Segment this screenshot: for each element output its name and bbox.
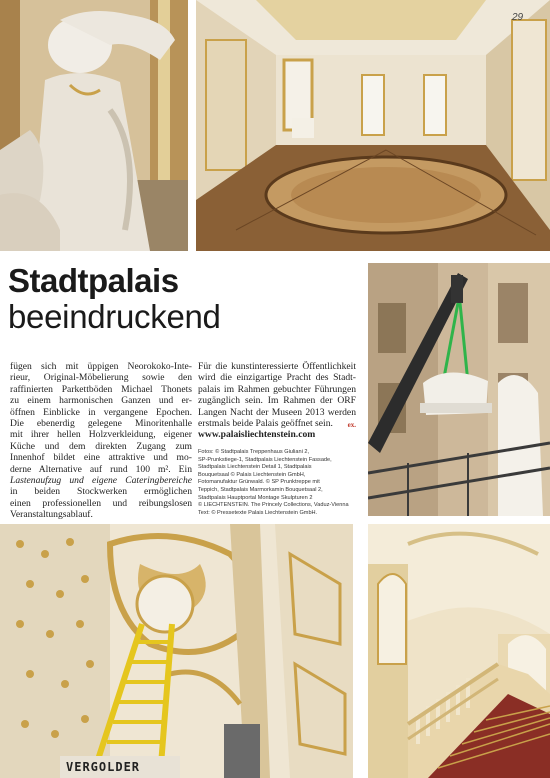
column-1-line: derne Alternative auf rund 100 m². Ein bbox=[10, 463, 192, 475]
credit-line: Fotomanufaktur Grünwald. © SP Prunktreppe mit bbox=[198, 479, 320, 486]
credit-line: Text: © Pressetexte Palais Liechtenstein GmbH. bbox=[198, 509, 318, 516]
column-2-line: Für die kunstinteressierte Öffentlichkeit bbox=[198, 361, 356, 372]
ladder-sign-text: VERGOLDER bbox=[66, 760, 141, 774]
article-column-2 bbox=[198, 361, 356, 441]
credit-line: Stadtpalais Liechtenstein Detail 1, Stadtpalais bbox=[198, 464, 312, 471]
article-column-1 bbox=[10, 361, 192, 521]
photo-credits bbox=[198, 449, 356, 517]
column-1-line: zu einem harmonischen Ganzen und er- bbox=[10, 395, 192, 407]
column-1-line: mit ihrer hellen Holzverkleidung, eigener bbox=[10, 429, 192, 441]
column-1-line: Die ebenerdig gelegene Minoritenhalle bbox=[10, 418, 192, 430]
credit-line: © LIECHTENSTEIN. The Princely Collections, Vaduz-Vienna bbox=[198, 502, 349, 509]
page-number: 29 bbox=[512, 12, 524, 23]
column-1-line: rieur, Original-Möbelierung sowie den bbox=[10, 372, 192, 384]
photo-statue-crane bbox=[368, 263, 550, 516]
credit-line: Fotos: © Stadtpalais Treppenhaus Giuliani 2, bbox=[198, 449, 310, 455]
credit-line: Stadtpalais Hauptportal Montage Skulpturen 2 bbox=[198, 494, 313, 501]
headline-line-1: Stadtpalais bbox=[8, 262, 179, 299]
photo-staircase bbox=[368, 524, 550, 778]
column-1-line: fügen sich mit üppigen Neorokoko-Inte- bbox=[10, 361, 192, 372]
column-1-line: in beiden Stockwerken ermöglichen bbox=[10, 486, 192, 498]
headline-line-2: beeindruckend bbox=[8, 298, 221, 335]
photo-gilded-ceiling bbox=[0, 524, 353, 778]
column-1-line: raffinierten Parkettböden Michael Thonets bbox=[10, 383, 192, 395]
website-link[interactable]: www.palaisliechtenstein.com bbox=[198, 429, 316, 441]
credit-line: Teppich, Stadtpalais Marmorkamin Bouquetsaal 2, bbox=[198, 486, 323, 493]
column-1-line: Küche und dem direkten Zugang zum bbox=[10, 440, 192, 452]
column-2-line bbox=[198, 418, 356, 429]
column-2-last-text: erstmals beide Palais geöffnet sein. bbox=[198, 418, 333, 430]
column-2-line: palais im Rahmen gebuchter Führungen bbox=[198, 383, 356, 395]
column-1-line: öffnen Einblicke in vergangene Epochen. bbox=[10, 406, 192, 418]
credit-line: Bouquetsaal © Palais Liechtenstein GmbH, bbox=[198, 471, 306, 478]
column-1-line: Lastenaufzug und eigene Cateringbereiche bbox=[10, 475, 192, 487]
column-1-line: einen professionellen und reibungslosen bbox=[10, 497, 192, 509]
column-2-line: zugänglich sein. Im Rahmen der ORF bbox=[198, 395, 356, 407]
credit-line: SP-Prunkstiege-1, Stadtpalais Liechtenstein Fassade, bbox=[198, 456, 332, 463]
photo-statue bbox=[0, 0, 188, 251]
photo-ballroom bbox=[196, 0, 550, 251]
end-mark: ex. bbox=[347, 421, 356, 430]
column-2-line: Langen Nacht der Museen 2013 werden bbox=[198, 406, 356, 418]
column-1-line: Veranstaltungsablauf. bbox=[10, 509, 93, 521]
column-1-line: Innenhof bildet eine attraktive und mo- bbox=[10, 452, 192, 464]
column-2-line: wird die einzigartige Pracht des Stadt- bbox=[198, 372, 356, 384]
